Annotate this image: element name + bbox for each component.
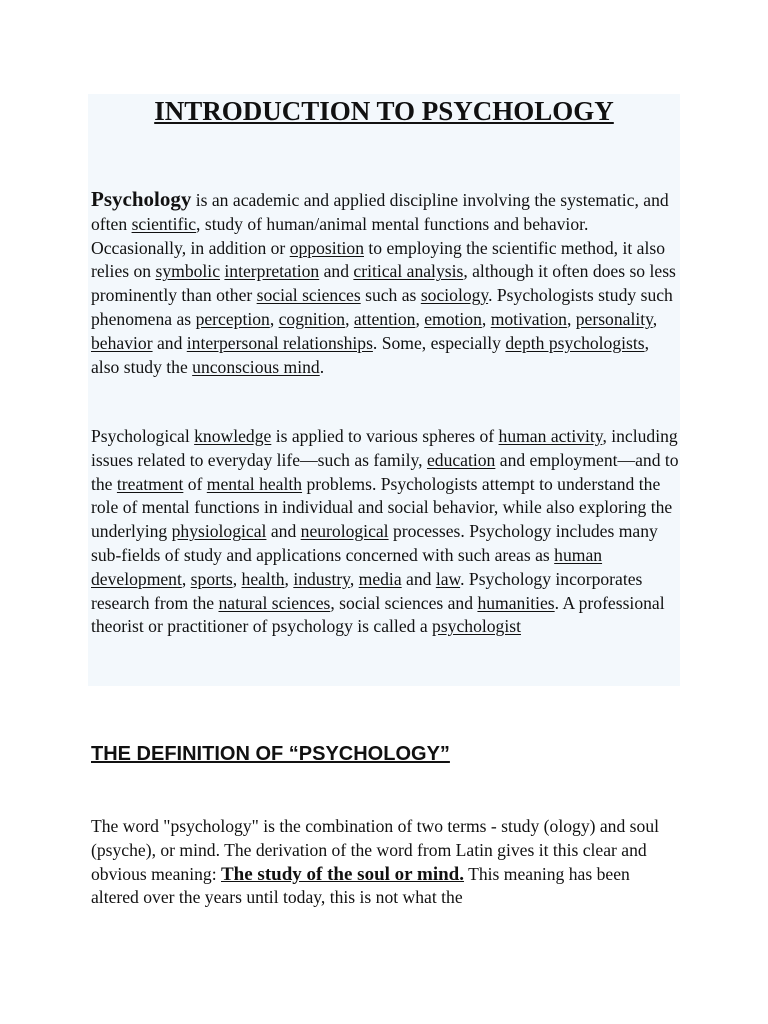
text-run: and bbox=[152, 332, 187, 353]
underlined-term: health bbox=[241, 568, 285, 589]
intro-paragraph bbox=[91, 188, 681, 379]
text-run: , bbox=[284, 568, 294, 589]
definition-heading: THE DEFINITION OF “PSYCHOLOGY” bbox=[91, 743, 450, 765]
text-run: such as bbox=[360, 285, 421, 306]
underlined-term: law bbox=[435, 568, 461, 589]
underlined-term: cognition bbox=[278, 308, 346, 329]
text-run: , also study the bbox=[91, 332, 650, 377]
underlined-term: emotion bbox=[424, 308, 482, 329]
underlined-term: personality bbox=[575, 308, 653, 329]
underlined-term: attention bbox=[353, 308, 416, 329]
emphasized-definition: The study of the soul or mind. bbox=[221, 863, 465, 885]
underlined-term: behavior bbox=[91, 332, 153, 353]
text-run: This meaning has been altered over the years until today, this is not what the bbox=[91, 863, 630, 908]
text-run: The word "psychology" is the combination of two terms - study (ology) and soul (psyche), or mind. The derivation of the word from Latin gives it this clear and obvious meaning: bbox=[91, 816, 659, 884]
underlined-term: depth psychologists bbox=[505, 332, 645, 353]
underlined-term: opposition bbox=[289, 237, 364, 258]
text-run: , bbox=[269, 308, 279, 329]
text-run: , including issues related to everyday life—such as family, bbox=[91, 426, 678, 470]
underlined-term: psychologist bbox=[432, 616, 521, 637]
underlined-term: treatment bbox=[116, 473, 184, 494]
definition-paragraph bbox=[91, 815, 681, 910]
text-run: , although it often does so less prominently than other bbox=[91, 261, 676, 306]
text-run: and bbox=[319, 261, 354, 282]
text-run: , bbox=[345, 308, 354, 329]
underlined-term: sociology bbox=[420, 285, 489, 306]
text-run: . Psychologists study such phenomena as bbox=[91, 285, 673, 329]
underlined-term: mental health bbox=[206, 473, 303, 494]
applications-paragraph bbox=[91, 425, 681, 639]
text-run: , bbox=[481, 308, 491, 329]
underlined-term: interpretation bbox=[224, 261, 320, 282]
text-run: Psychological bbox=[91, 426, 195, 446]
text-run: is an academic and applied discipline involving the systematic, and often bbox=[91, 190, 669, 234]
text-run: , social sciences and bbox=[330, 592, 478, 613]
underlined-term: humanities bbox=[477, 592, 555, 613]
text-run: . A professional theorist or practitioner of psychology is called a bbox=[91, 592, 665, 637]
text-run: problems. Psychologists attempt to understand the role of mental functions in individual and social behavior, while also exploring the underlying bbox=[91, 473, 673, 542]
underlined-term: unconscious mind bbox=[192, 356, 320, 377]
text-run: and employment—and to the bbox=[91, 449, 679, 494]
underlined-term: social sciences bbox=[256, 285, 361, 306]
underlined-term: motivation bbox=[490, 308, 567, 329]
text-run: , bbox=[349, 568, 359, 589]
text-run: and bbox=[401, 568, 436, 589]
text-run: . Some, especially bbox=[372, 332, 506, 353]
text-run: . Psychology incorporates research from the bbox=[91, 568, 643, 613]
text-run: , bbox=[181, 568, 191, 589]
text-run: , study of human/animal mental functions and behavior. Occasionally, in addition or bbox=[91, 213, 589, 258]
underlined-term: neurological bbox=[300, 521, 389, 542]
underlined-term: sports bbox=[190, 568, 233, 589]
underlined-term: industry bbox=[293, 568, 350, 589]
text-run: processes. Psychology includes many sub-fields of study and applications concerned with such areas as bbox=[91, 521, 658, 565]
underlined-term: symbolic bbox=[155, 261, 221, 282]
underlined-term: scientific bbox=[131, 213, 197, 234]
text-run: to employing the scientific method, it also relies on bbox=[91, 237, 665, 282]
text-run: . bbox=[319, 356, 325, 377]
underlined-term: human development bbox=[91, 544, 603, 589]
text-run: is applied to various spheres of bbox=[271, 426, 499, 446]
underlined-term: education bbox=[426, 449, 496, 470]
text-run: , bbox=[232, 568, 242, 589]
document-title: INTRODUCTION TO PSYCHOLOGY bbox=[154, 96, 614, 126]
lead-term: Psychology bbox=[91, 187, 192, 211]
underlined-term: critical analysis bbox=[353, 261, 464, 282]
text-run: , bbox=[415, 308, 425, 329]
underlined-term: human activity bbox=[498, 426, 603, 446]
underlined-term: interpersonal relationships bbox=[186, 332, 373, 353]
underlined-term: knowledge bbox=[194, 426, 272, 446]
underlined-term: physiological bbox=[171, 521, 267, 542]
text-run: , bbox=[566, 308, 576, 329]
text-run: , bbox=[652, 308, 658, 329]
underlined-term: natural sciences bbox=[218, 592, 331, 613]
text-run: and bbox=[266, 521, 301, 542]
text-run: of bbox=[183, 473, 207, 494]
underlined-term: media bbox=[358, 568, 402, 589]
underlined-term: perception bbox=[195, 308, 270, 329]
